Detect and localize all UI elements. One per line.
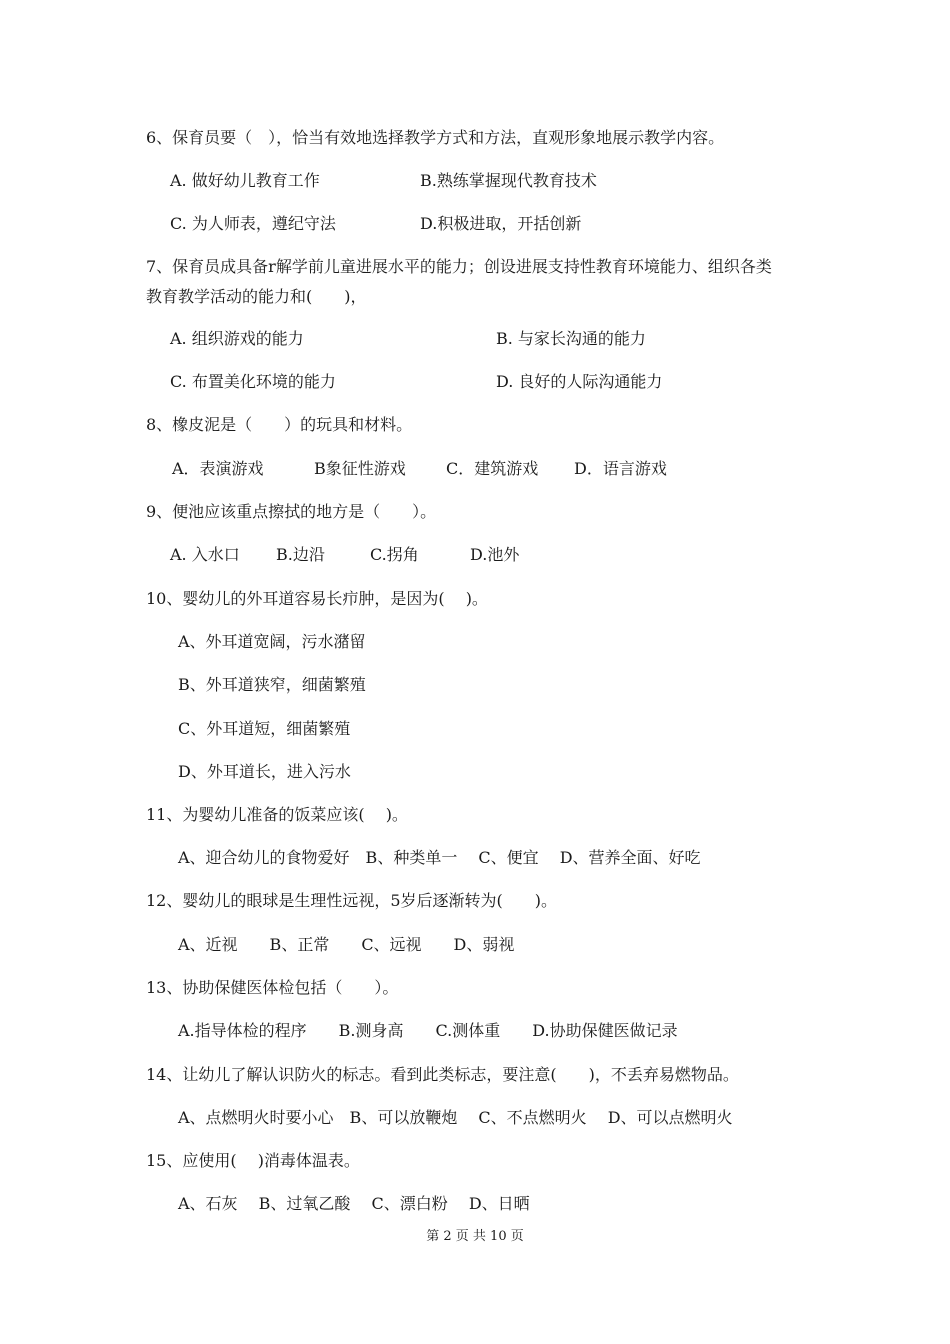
question-9-option-d: D.池外 [470, 545, 520, 564]
question-6-option-b: B.熟练掌握现代教育技术 [420, 171, 597, 190]
question-8-stem: 8、橡皮泥是（ ）的玩具和材料。 [146, 415, 413, 434]
question-12-options: A、近视 B、正常 C、远视 D、弱视 [178, 935, 515, 954]
question-9-stem: 9、便池应该重点擦拭的地方是（ ）。 [146, 502, 437, 521]
question-7-option-d: D. 良好的人际沟通能力 [496, 372, 663, 391]
question-7-option-a: A. 组织游戏的能力 [170, 329, 304, 348]
question-8-option-c: C．建筑游戏 [446, 459, 539, 478]
question-15-options: A、石灰 B、过氧乙酸 C、漂白粉 D、日晒 [178, 1194, 530, 1213]
question-10-option-b: B、外耳道狭窄，细菌繁殖 [178, 675, 366, 694]
question-6-option-d: D.积极进取，开括创新 [420, 214, 582, 233]
question-8-option-d: D．语言游戏 [574, 459, 667, 478]
question-10-option-a: A、外耳道宽阔，污水潴留 [178, 632, 366, 651]
page-number-footer: 第 2 页 共 10 页 [426, 1229, 524, 1244]
question-14-options: A、点燃明火时要小心 B、可以放鞭炮 C、不点燃明火 D、可以点燃明火 [178, 1108, 733, 1127]
question-9-option-b: B.边沿 [276, 545, 325, 564]
question-6-option-c: C. 为人师表，遵纪守法 [170, 214, 336, 233]
question-12-stem: 12、婴幼儿的眼球是生理性远视，5岁后逐渐转为( )。 [146, 891, 558, 910]
question-10-option-d: D、外耳道长，进入污水 [178, 762, 351, 781]
question-11-options: A、迎合幼儿的食物爱好 B、种类单一 C、便宜 D、营养全面、好吃 [178, 848, 701, 867]
question-8-option-b: B象征性游戏 [314, 459, 406, 478]
question-7-stem-line-1: 7、保育员成具备r解学前儿童进展水平的能力；创设进展支持性教育环境能力、组织各类 [146, 257, 772, 276]
question-13-stem: 13、协助保健医体检包括（ ）。 [146, 978, 399, 997]
question-7-option-c: C. 布置美化环境的能力 [170, 372, 336, 391]
question-9-option-a: A. 入水口 [170, 545, 240, 564]
question-10-option-c: C、外耳道短，细菌繁殖 [178, 719, 351, 738]
question-13-options: A.指导体检的程序 B.测身高 C.测体重 D.协助保健医做记录 [178, 1021, 678, 1040]
question-10-stem: 10、婴幼儿的外耳道容易长疖肿，是因为( )。 [146, 589, 488, 608]
question-7-stem-line-2: 教育教学活动的能力和( )， [146, 287, 367, 306]
question-6-option-a: A. 做好幼儿教育工作 [170, 171, 320, 190]
question-15-stem: 15、应使用( )消毒体温表。 [146, 1151, 360, 1170]
question-8-option-a: A．表演游戏 [172, 459, 264, 478]
question-11-stem: 11、为婴幼儿准备的饭菜应该( )。 [146, 805, 408, 824]
question-9-option-c: C.拐角 [370, 545, 419, 564]
question-7-option-b: B. 与家长沟通的能力 [496, 329, 646, 348]
question-14-stem: 14、让幼儿了解认识防火的标志。看到此类标志，要注意( )，不丢弃易燃物品。 [146, 1065, 739, 1084]
question-6-stem: 6、保育员要（ ），恰当有效地选择教学方式和方法，直观形象地展示教学内容。 [146, 128, 725, 147]
